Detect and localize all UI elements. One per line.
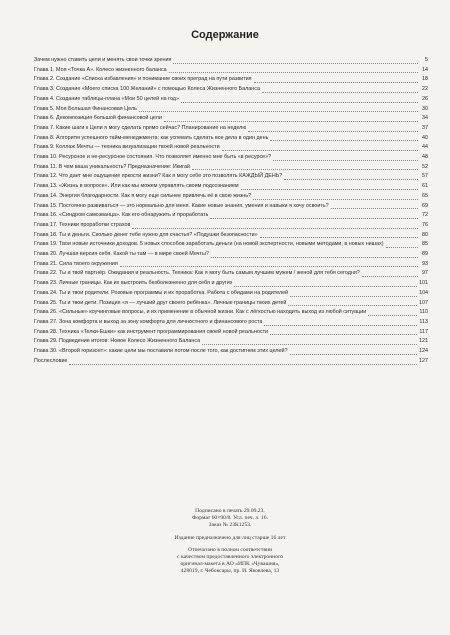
- toc-entry: [34, 56, 428, 66]
- toc-entry: [34, 85, 428, 95]
- toc-entry-title: Глава 8. Алгоритм успешного тайм-менеджмента: как успевать сделать все дела в один день: [34, 134, 269, 141]
- toc-entry: [34, 240, 428, 250]
- toc-leader-dots: [181, 102, 418, 103]
- toc-entry-page: 37: [422, 124, 428, 131]
- toc-entry-title: Глава 22. Ты и твой партнёр. Ожидания и реальность. Техника: Как я могу быть самым лучшим мужем / женой для тебя сегодня?: [34, 270, 360, 277]
- toc-leader-dots: [173, 63, 418, 64]
- toc-entry: [34, 260, 428, 270]
- toc-leader-dots: [69, 364, 417, 365]
- toc-entry: [34, 172, 428, 182]
- toc-entry-title: Глава 9. Коллаж Мечты — техника визуализации твоей новой реальности: [34, 144, 220, 151]
- toc-entry-title: Глава 29. Подведение итогов: Новое Колесо Жизненного Баланса: [34, 338, 201, 345]
- toc-entry-title: Глава 4. Создание таблицы-плана «Мои 50 целей на год»: [34, 95, 179, 102]
- toc-leader-dots: [284, 179, 418, 180]
- toc-entry-page: 69: [422, 202, 428, 209]
- toc-leader-dots: [331, 208, 418, 209]
- toc-entry: [34, 75, 428, 85]
- toc-entry: [34, 105, 428, 115]
- toc-entry: [34, 231, 428, 241]
- toc-entry-page: 127: [419, 357, 428, 364]
- imprint-printed-note-2: с качеством предоставленного электронного: [177, 554, 283, 561]
- toc-entry: [34, 192, 428, 202]
- toc-entry-page: 34: [422, 115, 428, 122]
- toc-entry-page: 52: [422, 163, 428, 170]
- imprint-order-number: Заказ № 23К1253.: [208, 522, 252, 529]
- imprint-printer-address: 428019, г. Чебоксары, пр. И. Яковлева, 13: [180, 568, 280, 575]
- toc-entry-title: Глава 25. Ты и твои дети. Позиция «я — лучший друг своего ребёнка». Личные границы твоих детей: [34, 299, 287, 306]
- toc-entry-page: 26: [422, 95, 428, 102]
- toc-leader-dots: [262, 92, 418, 93]
- toc-entry-page: 80: [422, 231, 428, 238]
- toc-entry-title: Глава 23. Личные границы. Как их выстроить безболезненно для себя и других: [34, 280, 233, 287]
- toc-entry: [34, 299, 428, 309]
- toc-entry-title: Глава 12. Что дает мне ощущение яркости жизни? Как я могу себе это позволять КАЖДЫЙ ДЕНЬ?: [34, 173, 283, 180]
- toc-entry-title: Глава 19. Твои новые источники доходов. 5 новых способов заработать деньги (на новой экспертности, новыми методами, в новых нишах): [34, 241, 384, 248]
- toc-leader-dots: [273, 160, 418, 161]
- toc-entry-page: 89: [422, 251, 428, 258]
- toc-leader-dots: [169, 72, 418, 73]
- toc-entry-title: Глава 10. Ресурсное и не-ресурсное состояния. Что позволяет именно мне быть «в ресурсе»?: [34, 154, 272, 161]
- toc-leader-dots: [120, 266, 418, 267]
- toc-entry-page: 85: [422, 241, 428, 248]
- toc-entry-title: Глава 18. Ты и деньги. Сколько денег тебе нужно для счастья? «Подушки безопасности»: [34, 231, 258, 238]
- imprint-printed-note-3: оригинал-макета в АО «ИПК «Чувашия»,: [180, 561, 280, 568]
- toc-entry: [34, 279, 428, 289]
- toc-entry: [34, 250, 428, 260]
- toc-entry-title: Глава 28. Техника «Телки-Ешки» как инструмент программирования своей новой реальности: [34, 328, 269, 335]
- toc-entry-title: Глава 2. Создание «Списка избавления» и понимание своих преград на пути развития: [34, 76, 252, 83]
- toc-leader-dots: [290, 354, 417, 355]
- toc-entry: [34, 124, 428, 134]
- toc-entry-title: Глава 24. Ты и твои родители. Розовые программы и их проработка. Работа с обидами на родителей: [34, 289, 289, 296]
- toc-entry: [34, 289, 428, 299]
- toc-entry: [34, 114, 428, 124]
- toc-entry-page: 61: [422, 183, 428, 190]
- toc-leader-dots: [139, 111, 418, 112]
- toc-entry: [34, 66, 428, 76]
- toc-entry-page: 44: [422, 144, 428, 151]
- toc-entry: [34, 357, 428, 367]
- toc-leader-dots: [164, 121, 418, 122]
- toc-leader-dots: [222, 150, 418, 151]
- toc-leader-dots: [288, 305, 417, 306]
- toc-entry-page: 18: [422, 76, 428, 83]
- toc-entry: [34, 153, 428, 163]
- toc-entry: [34, 337, 428, 347]
- toc-entry: [34, 308, 428, 318]
- toc-entry-title: Глава 11. В чем ваша уникальность? Предназначение: Икигай: [34, 163, 190, 170]
- toc-entry-page: 5: [425, 57, 428, 63]
- toc-entry-title: Глава 14. Энергия благодарности. Как я могу еще сильнее привлечь её в свою жизнь?: [34, 192, 252, 199]
- toc-leader-dots: [264, 325, 417, 326]
- toc-entry-page: 124: [419, 348, 428, 355]
- imprint-printed-note-1: Отпечатано в полном соответствии: [188, 546, 272, 553]
- toc-entry-title: Глава 1. Моя «Точка А». Колесо жизненного баланса: [34, 66, 167, 73]
- toc-entry-page: 93: [422, 260, 428, 267]
- page-title: Содержание: [191, 29, 259, 41]
- toc-entry-title: Глава 13. «Жизнь в вопросе». Или как мы можем управлять своим подсознанием: [34, 183, 239, 190]
- toc-entry-page: 30: [422, 105, 428, 112]
- toc-leader-dots: [362, 276, 418, 277]
- toc-entry: [34, 328, 428, 338]
- toc-entry-page: 72: [422, 212, 428, 219]
- toc-leader-dots: [248, 131, 418, 132]
- toc-entry-page: 22: [422, 86, 428, 93]
- toc-entry-title: Глава 7. Какие шаги к Цели я могу сделать прямо сейчас? Планирование на неделю: [34, 124, 247, 131]
- toc-leader-dots: [270, 140, 418, 141]
- toc-entry-title: Глава 26. «Сильные» коучинговые вопросы, и их применение в обычной жизни. Как с лёгкостью находить выход из любой ситуации: [34, 309, 367, 316]
- toc-entry-title: Глава 30. «Второй горизонт»: какие цели мы поставили потом после того, как достигнем этих целей?: [34, 348, 288, 355]
- toc-leader-dots: [202, 344, 417, 345]
- toc-entry-page: 40: [422, 134, 428, 141]
- toc-entry-page: 57: [422, 173, 428, 180]
- toc-entry-title: Глава 3. Создание «Моего списка 100 Желаний» с помощью Колеса Жизненного Баланса: [34, 86, 260, 93]
- toc-leader-dots: [234, 286, 417, 287]
- toc-entry-page: 121: [419, 338, 428, 345]
- imprint-format: Формат 60×90/8. Усл. печ. л. 16.: [192, 515, 268, 522]
- toc-entry: [34, 211, 428, 221]
- toc-entry: [34, 143, 428, 153]
- toc-leader-dots: [132, 228, 418, 229]
- toc-leader-dots: [386, 247, 419, 248]
- toc-leader-dots: [260, 237, 418, 238]
- toc-entry-title: Глава 21. Сила твоего окружения: [34, 260, 118, 267]
- toc-leader-dots: [290, 296, 417, 297]
- toc-entry-title: Зачем нужно ставить цели и менять свои точки зрения: [34, 57, 172, 63]
- toc-leader-dots: [210, 218, 418, 219]
- toc-entry: [34, 318, 428, 328]
- imprint-signed-date: Подписано в печать 29.09.23.: [195, 508, 265, 514]
- toc-leader-dots: [368, 315, 417, 316]
- toc-entry-page: 14: [422, 66, 428, 73]
- toc-leader-dots: [254, 82, 418, 83]
- toc-entry: [34, 347, 428, 357]
- toc-entry-title: Послесловие: [34, 357, 68, 364]
- toc-leader-dots: [211, 257, 418, 258]
- toc-entry-title: Глава 16. «Синдром самозванца». Как его обнаружить и проработать: [34, 212, 209, 219]
- toc-entry-page: 110: [419, 309, 428, 316]
- toc-entry-page: 107: [419, 299, 428, 306]
- imprint-block: [120, 508, 340, 576]
- toc-entry-title: Глава 17. Техники проработки страхов: [34, 221, 131, 228]
- toc-entry: [34, 269, 428, 279]
- toc-entry-page: 117: [419, 328, 428, 335]
- toc-entry: [34, 202, 428, 212]
- toc-entry: [34, 163, 428, 173]
- imprint-age-rating: Издание предназначено для лиц старше 16 лет: [174, 534, 286, 541]
- toc-entry: [34, 182, 428, 192]
- toc-entry-page: 48: [422, 154, 428, 161]
- toc-leader-dots: [270, 334, 417, 335]
- table-of-contents: [34, 56, 428, 367]
- toc-entry-title: Глава 6. Декомпозиция большой финансовой цели: [34, 115, 162, 122]
- toc-entry: [34, 95, 428, 105]
- toc-entry: [34, 134, 428, 144]
- toc-entry-page: 97: [422, 270, 428, 277]
- toc-leader-dots: [241, 189, 418, 190]
- toc-entry-title: Глава 27. Зона комфорта и выход за зону комфорта для личностного и финансового роста: [34, 318, 263, 325]
- toc-entry-title: Глава 15. Постоянно развиваться — это нормально для меня. Какие новые знания, умения и навыки я хочу освоить?: [34, 202, 329, 209]
- toc-entry-title: Глава 5. Моя Большая Финансовая Цель: [34, 105, 137, 112]
- toc-entry-title: Глава 20. Лучшая версия себя. Какой ты там — в мире своей Мечты?: [34, 251, 209, 258]
- toc-leader-dots: [253, 199, 418, 200]
- toc-entry-page: 65: [422, 192, 428, 199]
- toc-entry-page: 101: [419, 280, 428, 287]
- toc-leader-dots: [192, 169, 418, 170]
- toc-entry-page: 76: [422, 221, 428, 228]
- toc-entry-page: 104: [419, 289, 428, 296]
- toc-entry-page: 113: [419, 318, 428, 325]
- toc-entry: [34, 221, 428, 231]
